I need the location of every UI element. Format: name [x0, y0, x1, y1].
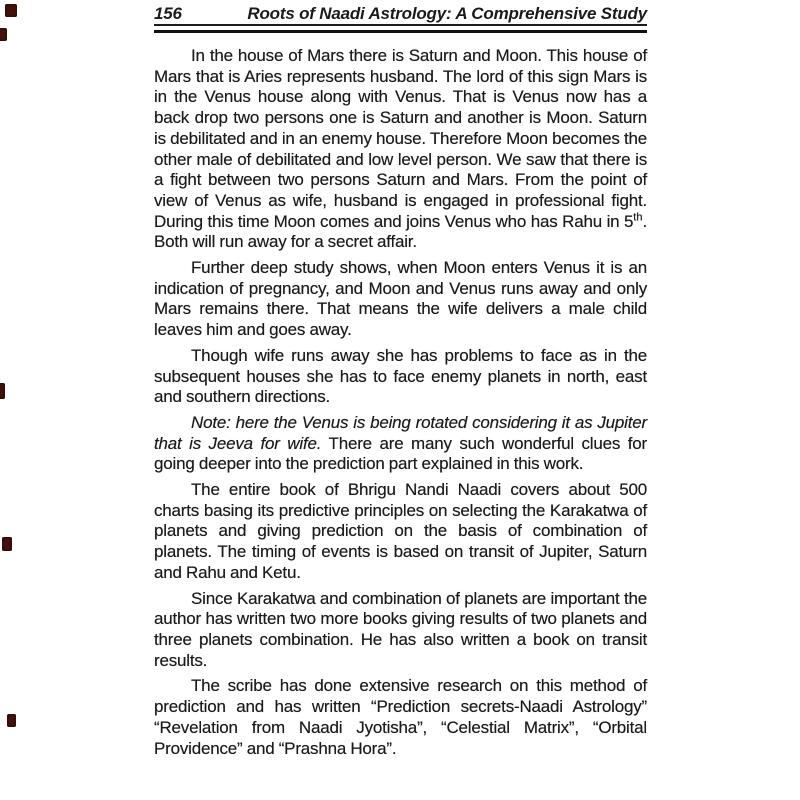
- paragraph-segment: . Both will run away for a secret affair.: [154, 211, 647, 252]
- paragraph-segment: The scribe has done extensive research on this method of prediction and has written “Prediction secrets-Naadi Astrology” “Revelation from Naadi Jyotisha”, “Celestial Matrix”, “Orbital Providence” and “Prashna Hora”.: [154, 676, 647, 758]
- paragraph: [154, 413, 647, 475]
- scan-artifact: [7, 714, 16, 727]
- header-rule: [154, 24, 647, 33]
- paragraph: [154, 46, 647, 253]
- scan-artifact: [5, 4, 17, 17]
- paragraph-segment: In the house of Mars there is Saturn and Moon. This house of Mars that is Aries represents husband. The lord of this sign Mars is in the Venus house along with Venus. That is Venus now has a back drop two persons one is Saturn and another is Moon. Saturn is debilitated and in an enemy house. Therefore Moon becomes the other male of debilitated and low level person. We saw that there is a fight between two persons Saturn and Mars. From the point of view of Venus as wife, husband is engaged in professional fight. During this time Moon comes and joins Venus who has Rahu in 5: [154, 46, 647, 231]
- paragraph-segment: Further deep study shows, when Moon enters Venus it is an indication of pregnancy, and Moon and Venus runs away and only Mars remains there. That means the wife delivers a male child leaves him and goes away.: [154, 258, 647, 340]
- page-number: 156: [154, 4, 182, 23]
- running-title: Roots of Naadi Astrology: A Comprehensive Study: [247, 4, 647, 23]
- page-header: [154, 0, 647, 23]
- paragraph-segment: Though wife runs away she has problems to face as in the subsequent houses she has to face enemy planets in north, east and southern directions.: [154, 345, 647, 407]
- paragraph: [154, 589, 647, 672]
- paragraph: [154, 346, 647, 408]
- paragraph-segment: th: [633, 210, 643, 223]
- paragraph-segment: There are many such wonderful clues for going deeper into the prediction part explained in this work.: [154, 433, 647, 474]
- scan-artifact: [0, 383, 5, 399]
- paragraph: [154, 480, 647, 584]
- scan-artifact: [2, 537, 12, 551]
- scan-artifact: [0, 28, 7, 41]
- paragraph-segment: Note: here the Venus is being rotated considering it as Jupiter that is Jeeva for wife.: [154, 412, 647, 453]
- paragraph-segment: Since Karakatwa and combination of planets are important the author has written two more books giving results of two planets and three planets combination. He has also written a book on transit results.: [154, 588, 647, 670]
- page-body: [154, 46, 647, 759]
- document-page: [154, 0, 647, 764]
- paragraph: [154, 258, 647, 341]
- paragraph-segment: The entire book of Bhrigu Nandi Naadi covers about 500 charts basing its predictive principles on selecting the Karakatwa of planets and giving prediction on the basis of combination of planets. The timing of events is based on transit of Jupiter, Saturn and Rahu and Ketu.: [154, 480, 647, 582]
- paragraph: [154, 676, 647, 759]
